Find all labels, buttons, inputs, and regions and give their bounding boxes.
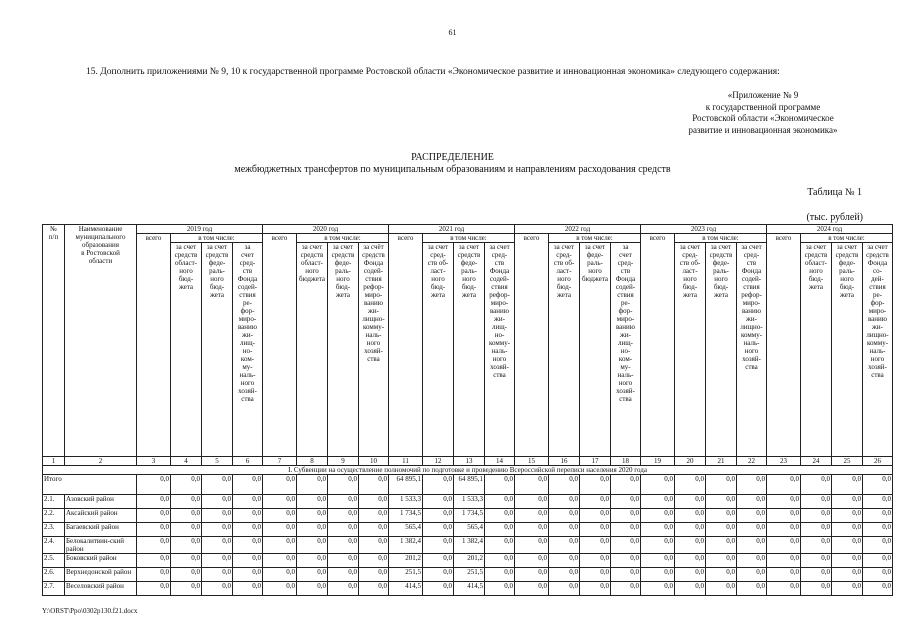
amount-cell: 0,0: [549, 509, 580, 523]
amount-cell: 0,0: [233, 554, 263, 568]
amount-cell: 0,0: [580, 568, 611, 582]
header-total: всего: [515, 234, 549, 457]
amount-cell: 0,0: [706, 475, 737, 495]
amount-cell: 0,0: [737, 554, 767, 568]
amount-cell: 0,0: [485, 509, 515, 523]
amount-cell: 0,0: [641, 495, 675, 509]
amount-cell: 0,0: [423, 568, 454, 582]
amount-cell: 0,0: [767, 568, 801, 582]
amount-cell: 0,0: [485, 568, 515, 582]
amount-cell: 0,0: [737, 582, 767, 596]
table-row: [43, 475, 893, 495]
amount-cell: 0,0: [706, 495, 737, 509]
amount-cell: 0,0: [641, 509, 675, 523]
amount-cell: 0,0: [675, 582, 706, 596]
amount-cell: 0,0: [863, 495, 893, 509]
amount-cell: 0,0: [328, 582, 359, 596]
distribution-table: [42, 224, 893, 596]
amount-cell: 0,0: [832, 568, 863, 582]
amount-cell: 0,0: [485, 554, 515, 568]
header-incl: в том числе:: [549, 234, 641, 243]
amount-cell: 0,0: [423, 509, 454, 523]
header-year: 2023 год: [641, 225, 767, 234]
amount-cell: 0,0: [328, 475, 359, 495]
column-number: 15: [515, 457, 549, 466]
amount-cell: 565,4: [454, 523, 485, 537]
units-label: (тыс. рублей): [806, 212, 863, 223]
amount-cell: 0,0: [423, 582, 454, 596]
amount-cell: 414,5: [389, 582, 423, 596]
amount-cell: 0,0: [832, 582, 863, 596]
header-source: за счет феде- раль- ного бюджета: [580, 243, 611, 457]
page-number: 61: [448, 28, 457, 37]
amount-cell: 0,0: [611, 568, 641, 582]
header-source: за счет сред- ств об- ласт- ного бюд- жета: [675, 243, 706, 457]
amount-cell: 0,0: [801, 523, 832, 537]
amount-cell: 0,0: [171, 554, 202, 568]
amount-cell: 0,0: [767, 582, 801, 596]
amount-cell: 0,0: [832, 537, 863, 554]
column-number: 12: [423, 457, 454, 466]
amount-cell: 0,0: [549, 568, 580, 582]
table-row: [43, 554, 893, 568]
column-number: 14: [485, 457, 515, 466]
amount-cell: 0,0: [171, 495, 202, 509]
amount-cell: 0,0: [328, 554, 359, 568]
amount-cell: 0,0: [641, 523, 675, 537]
amount-cell: 0,0: [359, 495, 389, 509]
amount-cell: 0,0: [359, 523, 389, 537]
header-source: за счет средств феде- раль- ного бюд- жета: [832, 243, 863, 457]
amount-cell: 0,0: [263, 509, 297, 523]
section-title: I. Субвенции на осуществление полномочий по подготовке и проведению Всероссийской переписи населения 2020 года: [43, 466, 893, 475]
amount-cell: 0,0: [641, 537, 675, 554]
column-number: 1: [43, 457, 65, 466]
row-number: 2.5.: [43, 554, 65, 568]
amount-cell: 0,0: [171, 568, 202, 582]
amount-cell: 251,5: [389, 568, 423, 582]
amount-cell: 0,0: [202, 475, 233, 495]
amount-cell: 0,0: [801, 475, 832, 495]
document-title-block: [0, 152, 905, 176]
amount-cell: 0,0: [706, 537, 737, 554]
amount-cell: 0,0: [801, 554, 832, 568]
amount-cell: 0,0: [423, 475, 454, 495]
amount-cell: 0,0: [549, 523, 580, 537]
column-number: 10: [359, 457, 389, 466]
amount-cell: 0,0: [767, 523, 801, 537]
amount-cell: 0,0: [801, 509, 832, 523]
amount-cell: 0,0: [767, 495, 801, 509]
column-number: 7: [263, 457, 297, 466]
column-number: 26: [863, 457, 893, 466]
amount-cell: 0,0: [675, 537, 706, 554]
amount-cell: 0,0: [767, 537, 801, 554]
amount-cell: 0,0: [359, 475, 389, 495]
header-source: за счет сред- ств Фонда содей- ствия ре- фор- миро- ванию жи- лищ- но- ком- му- наль- ного хозяй- ства: [611, 243, 641, 457]
row-number: 2.2.: [43, 509, 65, 523]
amount-cell: 1 382,4: [454, 537, 485, 554]
amount-cell: 0,0: [328, 495, 359, 509]
amount-cell: 0,0: [485, 475, 515, 495]
amount-cell: 0,0: [611, 537, 641, 554]
amount-cell: 0,0: [801, 568, 832, 582]
amount-cell: 0,0: [171, 582, 202, 596]
row-number: 2.7.: [43, 582, 65, 596]
amount-cell: 0,0: [137, 495, 171, 509]
header-incl: в том числе:: [423, 234, 515, 243]
table-row: [43, 568, 893, 582]
amount-cell: 0,0: [202, 523, 233, 537]
amount-cell: 0,0: [515, 568, 549, 582]
amount-cell: 0,0: [863, 509, 893, 523]
amount-cell: 0,0: [580, 582, 611, 596]
amount-cell: 0,0: [263, 523, 297, 537]
amount-cell: 0,0: [675, 523, 706, 537]
amount-cell: 0,0: [611, 554, 641, 568]
amount-cell: 0,0: [767, 554, 801, 568]
header-source: за счет сред- ств Фонда содей- ствия рефор- миро- ванию жи- лищ- но- комму- наль- ного хозяй- ства: [485, 243, 515, 457]
amount-cell: 0,0: [297, 582, 328, 596]
amount-cell: 0,0: [359, 582, 389, 596]
amount-cell: 0,0: [737, 495, 767, 509]
amount-cell: 0,0: [202, 554, 233, 568]
header-total: всего: [263, 234, 297, 457]
amount-cell: 0,0: [549, 582, 580, 596]
amount-cell: 1 533,3: [454, 495, 485, 509]
row-label: Итого: [43, 475, 137, 495]
amount-cell: 0,0: [297, 495, 328, 509]
municipality-name: Аксайский район: [65, 509, 137, 523]
amount-cell: 0,0: [863, 568, 893, 582]
column-number: 20: [675, 457, 706, 466]
amount-cell: 0,0: [202, 509, 233, 523]
column-number: 24: [801, 457, 832, 466]
header-source: за счет средств феде- раль- ного бюд- жета: [328, 243, 359, 457]
amount-cell: 0,0: [641, 568, 675, 582]
header-year: 2022 год: [515, 225, 641, 234]
amount-cell: 0,0: [863, 582, 893, 596]
amount-cell: 0,0: [137, 568, 171, 582]
amount-cell: 0,0: [641, 475, 675, 495]
amount-cell: 0,0: [675, 475, 706, 495]
amount-cell: 0,0: [233, 509, 263, 523]
amount-cell: 0,0: [202, 537, 233, 554]
column-number: 4: [171, 457, 202, 466]
header-source: за счет средств феде- раль- ного бюд- жета: [706, 243, 737, 457]
amount-cell: 0,0: [233, 537, 263, 554]
amount-cell: 0,0: [580, 475, 611, 495]
amount-cell: 0,0: [297, 509, 328, 523]
header-year: 2021 год: [389, 225, 515, 234]
amount-cell: 0,0: [137, 554, 171, 568]
amount-cell: 565,4: [389, 523, 423, 537]
amount-cell: 0,0: [137, 582, 171, 596]
header-name: Наименование муниципального образования в Ростовской области: [65, 225, 137, 457]
amount-cell: 0,0: [515, 554, 549, 568]
column-number: 8: [297, 457, 328, 466]
amount-cell: 0,0: [515, 537, 549, 554]
amount-cell: 0,0: [611, 475, 641, 495]
amount-cell: 0,0: [832, 475, 863, 495]
amount-cell: 0,0: [737, 509, 767, 523]
header-year: 2024 год: [767, 225, 893, 234]
amount-cell: 0,0: [767, 509, 801, 523]
amount-cell: 0,0: [485, 537, 515, 554]
amount-cell: 0,0: [297, 475, 328, 495]
amount-cell: 0,0: [580, 537, 611, 554]
amount-cell: 0,0: [611, 509, 641, 523]
amount-cell: 0,0: [359, 509, 389, 523]
amount-cell: 0,0: [832, 509, 863, 523]
table-number: Таблица № 1: [807, 187, 862, 198]
amount-cell: 0,0: [515, 475, 549, 495]
amount-cell: 0,0: [137, 475, 171, 495]
amount-cell: 0,0: [767, 475, 801, 495]
amount-cell: 0,0: [328, 509, 359, 523]
header-source: за счет средств Фонда со- дей- ствия ре- фор- миро- ванию жи- лищно- комму- наль- ного хозяй- ства: [863, 243, 893, 457]
amount-cell: 0,0: [706, 509, 737, 523]
column-number: 5: [202, 457, 233, 466]
amount-cell: 0,0: [359, 568, 389, 582]
amount-cell: 0,0: [263, 582, 297, 596]
amount-cell: 0,0: [549, 537, 580, 554]
amount-cell: 0,0: [706, 568, 737, 582]
amount-cell: 0,0: [297, 554, 328, 568]
header-source: за счет средств област- ного бюд- жета: [801, 243, 832, 457]
appendix-line: развитие и инновационная экономика»: [688, 124, 838, 135]
amount-cell: 201,2: [454, 554, 485, 568]
amount-cell: 0,0: [171, 509, 202, 523]
amount-cell: 0,0: [171, 523, 202, 537]
appendix-header: [663, 90, 863, 136]
amount-cell: 0,0: [328, 568, 359, 582]
amount-cell: 0,0: [832, 523, 863, 537]
amount-cell: 414,5: [454, 582, 485, 596]
amount-cell: 0,0: [297, 523, 328, 537]
amount-cell: 0,0: [359, 554, 389, 568]
amount-cell: 0,0: [675, 509, 706, 523]
column-number: 2: [65, 457, 137, 466]
appendix-line: к государственной программе: [705, 101, 821, 112]
amount-cell: 0,0: [328, 523, 359, 537]
amount-cell: 0,0: [737, 475, 767, 495]
column-number: 18: [611, 457, 641, 466]
footer-file-path: Y:\ORST\Ppo\0302p130.f21.docx: [42, 607, 138, 615]
column-number: 25: [832, 457, 863, 466]
amount-cell: 64 895,1: [389, 475, 423, 495]
header-source: за счет средств област- ного бюджета: [297, 243, 328, 457]
amount-cell: 0,0: [263, 537, 297, 554]
appendix-line: «Приложение № 9: [727, 90, 799, 100]
header-year: 2020 год: [263, 225, 389, 234]
header-total: всего: [641, 234, 675, 457]
amount-cell: 1 734,5: [454, 509, 485, 523]
header-source: за счет средств феде- раль- ного бюд- жета: [202, 243, 233, 457]
column-number: 16: [549, 457, 580, 466]
amount-cell: 0,0: [423, 495, 454, 509]
amount-cell: 0,0: [611, 495, 641, 509]
row-number: 2.3.: [43, 523, 65, 537]
amount-cell: 0,0: [171, 537, 202, 554]
column-number: 17: [580, 457, 611, 466]
header-incl: в том числе:: [675, 234, 767, 243]
amount-cell: 0,0: [263, 495, 297, 509]
amount-cell: 0,0: [202, 582, 233, 596]
amount-cell: 0,0: [202, 495, 233, 509]
amount-cell: 0,0: [675, 568, 706, 582]
amount-cell: 0,0: [137, 523, 171, 537]
document-title: РАСПРЕДЕЛЕНИЕ: [411, 152, 494, 163]
amount-cell: 0,0: [485, 582, 515, 596]
amount-cell: 0,0: [423, 554, 454, 568]
municipality-name: Веселовский район: [65, 582, 137, 596]
amount-cell: 0,0: [737, 568, 767, 582]
amount-cell: 0,0: [801, 495, 832, 509]
amount-cell: 0,0: [202, 568, 233, 582]
intro-text: 15. Дополнить приложениями № 9, 10 к государственной программе Ростовской области «Экономическое развитие и инновационная экономика» следующего содержания:: [86, 67, 780, 77]
header-year: 2019 год: [137, 225, 263, 234]
amount-cell: 0,0: [675, 495, 706, 509]
amount-cell: 0,0: [549, 554, 580, 568]
amount-cell: 0,0: [233, 523, 263, 537]
amount-cell: 0,0: [832, 495, 863, 509]
table-row: [43, 582, 893, 596]
amount-cell: 0,0: [611, 523, 641, 537]
table-row: [43, 523, 893, 537]
table-row: [43, 495, 893, 509]
amount-cell: 0,0: [423, 537, 454, 554]
appendix-line: Ростовской области «Экономическое: [692, 113, 834, 123]
amount-cell: 0,0: [641, 554, 675, 568]
amount-cell: 0,0: [801, 537, 832, 554]
amount-cell: 64 895,1: [454, 475, 485, 495]
municipality-name: Боковский район: [65, 554, 137, 568]
amount-cell: 0,0: [515, 523, 549, 537]
amount-cell: 0,0: [233, 568, 263, 582]
amount-cell: 0,0: [137, 509, 171, 523]
column-number: 3: [137, 457, 171, 466]
header-source: за счет средств област- ного бюд- жета: [171, 243, 202, 457]
amount-cell: 0,0: [549, 475, 580, 495]
amount-cell: 0,0: [580, 495, 611, 509]
header-total: всего: [767, 234, 801, 457]
column-number: 22: [737, 457, 767, 466]
header-total: всего: [389, 234, 423, 457]
table-row: [43, 509, 893, 523]
amount-cell: 0,0: [297, 568, 328, 582]
municipality-name: Белокалитвин-ский район: [65, 537, 137, 554]
amount-cell: 0,0: [706, 582, 737, 596]
amount-cell: 0,0: [233, 495, 263, 509]
amount-cell: 0,0: [515, 582, 549, 596]
amount-cell: 0,0: [832, 554, 863, 568]
column-number: 23: [767, 457, 801, 466]
header-incl: в том числе:: [801, 234, 893, 243]
amount-cell: 0,0: [171, 475, 202, 495]
header-no: № п/п: [43, 225, 65, 457]
amount-cell: 1 734,5: [389, 509, 423, 523]
amount-cell: 201,2: [389, 554, 423, 568]
header-source: за счет сред- ств Фонда содей- ствия ре- фор- миро- ванию жи- лищ- но- ком- му- наль- ного хозяй- ства: [233, 243, 263, 457]
amount-cell: 0,0: [737, 537, 767, 554]
row-number: 2.4.: [43, 537, 65, 554]
amount-cell: 0,0: [706, 523, 737, 537]
amount-cell: 0,0: [233, 475, 263, 495]
amount-cell: 0,0: [263, 568, 297, 582]
amount-cell: 0,0: [611, 582, 641, 596]
amount-cell: 0,0: [515, 509, 549, 523]
amount-cell: 0,0: [706, 554, 737, 568]
amount-cell: 0,0: [580, 509, 611, 523]
amount-cell: 0,0: [423, 523, 454, 537]
amount-cell: 0,0: [863, 475, 893, 495]
amount-cell: 0,0: [801, 582, 832, 596]
amount-cell: 0,0: [359, 537, 389, 554]
amount-cell: 0,0: [485, 523, 515, 537]
municipality-name: Азовский район: [65, 495, 137, 509]
header-source: за счёт средств Фонда содей- ствия рефор- миро- ванию жи- лищно- комму- наль- ного хозяй- ства: [359, 243, 389, 457]
header-source: за счет средств феде- раль- ного бюд- жета: [454, 243, 485, 457]
amount-cell: 0,0: [863, 554, 893, 568]
amount-cell: 0,0: [233, 582, 263, 596]
amount-cell: 1 382,4: [389, 537, 423, 554]
header-source: за счет сред- ств об- ласт- ного бюд- жета: [549, 243, 580, 457]
row-number: 2.6.: [43, 568, 65, 582]
amount-cell: 0,0: [580, 523, 611, 537]
municipality-name: Багаевский район: [65, 523, 137, 537]
header-incl: в том числе:: [297, 234, 389, 243]
amount-cell: 0,0: [328, 537, 359, 554]
amount-cell: 251,5: [454, 568, 485, 582]
amount-cell: 1 533,3: [389, 495, 423, 509]
column-number: 11: [389, 457, 423, 466]
amount-cell: 0,0: [515, 495, 549, 509]
municipality-name: Верхнедонской район: [65, 568, 137, 582]
table-row: [43, 537, 893, 554]
amount-cell: 0,0: [137, 537, 171, 554]
header-source: за счет сред- ств Фонда содей- ствия рефор- миро- ванию жи- лищно- комму- наль- ного хозяй- ства: [737, 243, 767, 457]
header-incl: в том числе:: [171, 234, 263, 243]
column-number: 19: [641, 457, 675, 466]
column-number: 13: [454, 457, 485, 466]
document-subtitle: межбюджетных трансфертов по муниципальным образованиям и направлениям расходования средств: [234, 164, 671, 175]
amount-cell: 0,0: [549, 495, 580, 509]
amount-cell: 0,0: [863, 523, 893, 537]
header-total: всего: [137, 234, 171, 457]
amount-cell: 0,0: [263, 475, 297, 495]
amount-cell: 0,0: [263, 554, 297, 568]
amount-cell: 0,0: [675, 554, 706, 568]
amount-cell: 0,0: [297, 537, 328, 554]
row-number: 2.1.: [43, 495, 65, 509]
amount-cell: 0,0: [737, 523, 767, 537]
amount-cell: 0,0: [580, 554, 611, 568]
column-number: 21: [706, 457, 737, 466]
amount-cell: 0,0: [641, 582, 675, 596]
column-number: 9: [328, 457, 359, 466]
column-number: 6: [233, 457, 263, 466]
amount-cell: 0,0: [485, 495, 515, 509]
header-source: за счет сред- ств об- ласт- ного бюд- жета: [423, 243, 454, 457]
amount-cell: 0,0: [863, 537, 893, 554]
